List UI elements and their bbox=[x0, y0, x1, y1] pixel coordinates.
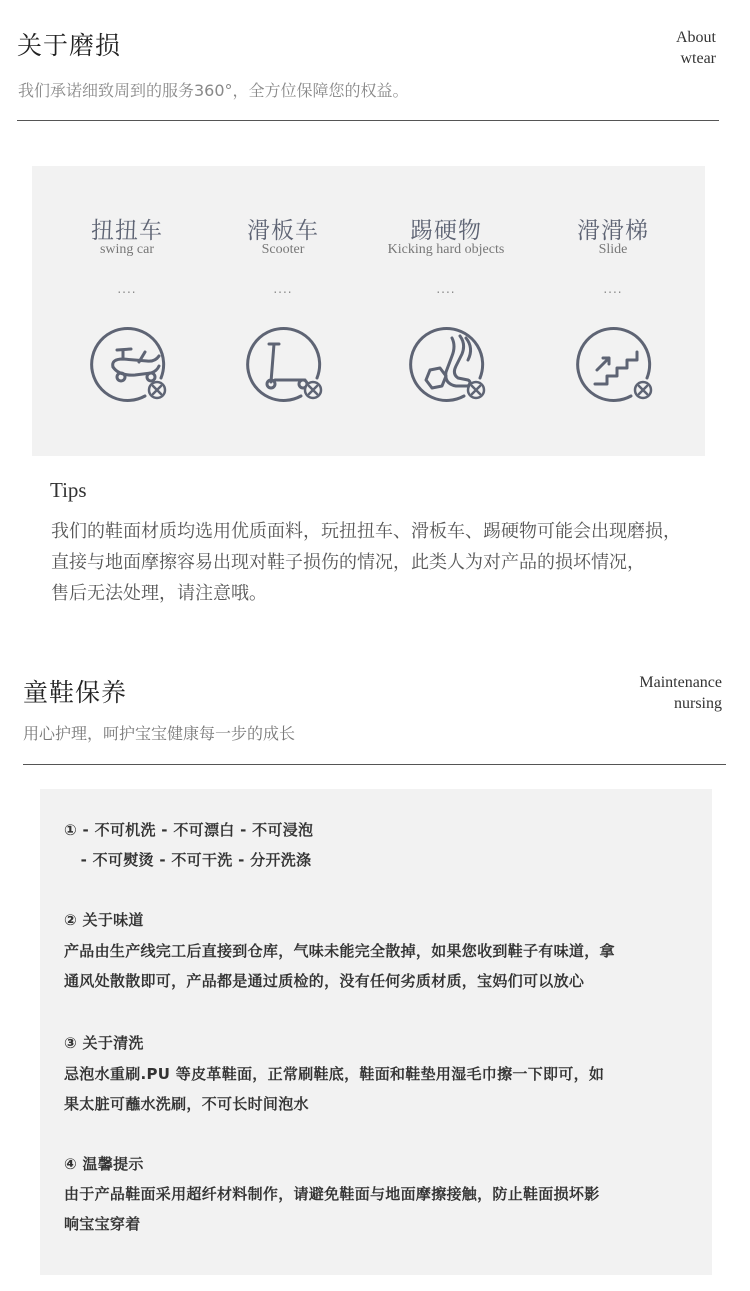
wear-section-title-en-line1: About bbox=[676, 29, 716, 46]
swing-car-icon bbox=[89, 322, 179, 412]
care-section-title-en-line1: Maintenance bbox=[639, 674, 722, 691]
activities-panel bbox=[32, 166, 705, 456]
care-section-title-en bbox=[639, 672, 722, 714]
activity-label-zh: 踢硬物 bbox=[410, 218, 482, 244]
tips-title: Tips bbox=[50, 478, 87, 502]
care-panel bbox=[40, 789, 712, 1275]
activity-label-en: Kicking hard objects bbox=[387, 242, 505, 257]
care-text-line: 响宝宝穿着 bbox=[64, 1215, 141, 1233]
care-rules-line: ① - 不可机洗 - 不可漂白 - 不可浸泡 bbox=[64, 821, 314, 839]
wear-section-title-en-line2: wtear bbox=[680, 50, 716, 67]
care-heading-cleaning: ③ 关于清洗 bbox=[64, 1034, 144, 1052]
care-text-line: 由于产品鞋面采用超纤材料制作，请避免鞋面与地面摩擦接触，防止鞋面损坏影 bbox=[64, 1185, 600, 1203]
care-section-title-en-line2: nursing bbox=[674, 695, 722, 712]
care-rules-line: - 不可熨烫 - 不可干洗 - 分开洗涤 bbox=[64, 851, 312, 869]
activity-dots: .... bbox=[436, 282, 456, 296]
wear-section-title-en bbox=[676, 27, 716, 69]
wear-section-subtitle: 我们承诺细致周到的服务360°，全方位保障您的权益。 bbox=[18, 81, 409, 100]
activity-label-en: swing car bbox=[99, 242, 155, 257]
tips-line: 直接与地面摩擦容易出现对鞋子损伤的情况，此类人为对产品的损坏情况， bbox=[51, 552, 645, 573]
care-text-line: 产品由生产线完工后直接到仓库，气味未能完全散掉，如果您收到鞋子有味道，拿 bbox=[64, 942, 615, 960]
activity-label-en: Slide bbox=[598, 242, 628, 257]
scooter-icon bbox=[245, 322, 335, 412]
tips-line: 售后无法处理，请注意哦。 bbox=[51, 583, 267, 604]
care-heading-odor: ② 关于味道 bbox=[64, 911, 144, 929]
activity-label-en: Scooter bbox=[261, 242, 305, 257]
care-section-subtitle: 用心护理，呵护宝宝健康每一步的成长 bbox=[23, 724, 296, 743]
care-section-divider bbox=[23, 764, 726, 765]
care-text-line: 通风处散散即可，产品都是通过质检的，没有任何劣质材质，宝妈们可以放心 bbox=[64, 972, 585, 990]
activity-label-zh: 滑滑梯 bbox=[577, 218, 649, 244]
wear-section-divider bbox=[17, 120, 719, 121]
activity-dots: .... bbox=[603, 282, 623, 296]
care-text-line: 果太脏可蘸水洗刷，不可长时间泡水 bbox=[64, 1095, 309, 1113]
wear-section-title: 关于磨损 bbox=[17, 31, 122, 60]
activity-dots: .... bbox=[117, 282, 137, 296]
activity-label-zh: 扭扭车 bbox=[91, 218, 163, 244]
kicking-hard-objects-icon bbox=[408, 322, 498, 412]
care-section-title: 童鞋保养 bbox=[23, 678, 128, 707]
activity-label-zh: 滑板车 bbox=[247, 218, 319, 244]
slide-icon bbox=[575, 322, 665, 412]
care-heading-tips: ④ 温馨提示 bbox=[64, 1155, 144, 1173]
tips-line: 我们的鞋面材质均选用优质面料，玩扭扭车、滑板车、踢硬物可能会出现磨损， bbox=[51, 521, 681, 542]
activity-dots: .... bbox=[273, 282, 293, 296]
care-text-line: 忌泡水重刷.PU 等皮革鞋面，正常刷鞋底，鞋面和鞋垫用湿毛巾擦一下即可，如 bbox=[64, 1065, 605, 1083]
